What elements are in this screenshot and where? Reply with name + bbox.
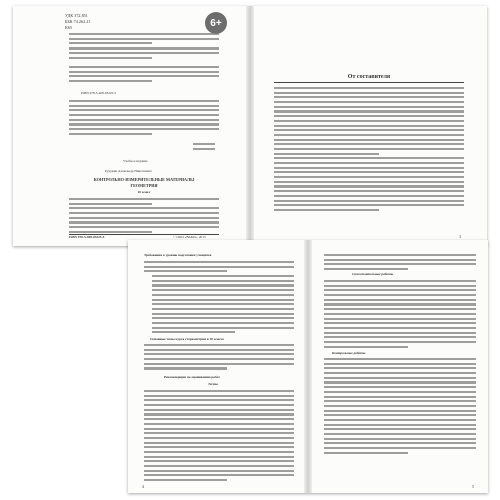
imprint-page	[13, 6, 250, 246]
copyright: © ООО «ВАКО», 2013	[173, 235, 206, 239]
grade-label: 10 класс	[137, 190, 151, 194]
tests-control-heading: Контрольные работы	[332, 351, 366, 355]
k-code: К65	[65, 25, 72, 30]
page-number-3: 3	[459, 234, 461, 239]
page-number-4: 4	[142, 484, 144, 489]
tests-heading: Тесты	[208, 382, 218, 386]
preface-heading: От составителя	[347, 74, 391, 80]
author-name: Рурукин Александр Николаевич	[105, 169, 152, 173]
self-work-heading: Самостоятельные работы	[352, 272, 394, 276]
page-5-text-2	[324, 280, 476, 350]
preface-text	[274, 87, 464, 214]
grading-text	[144, 390, 294, 484]
preface-page	[254, 6, 487, 246]
annotation-block	[69, 100, 219, 138]
page-5-text-1	[324, 254, 476, 273]
bottom-book-spread	[128, 240, 488, 493]
preface-heading-rule	[274, 82, 464, 83]
requirements-heading: Требования к уровню подготовки учащихся	[144, 253, 212, 257]
page-4	[128, 240, 306, 493]
publisher-block	[69, 198, 219, 236]
isbn-top: ISBN 978-5-408-03225-5	[81, 91, 117, 95]
book-title-line-2: ГЕОМЕТРИЯ	[130, 183, 158, 188]
top-gutter	[246, 6, 254, 246]
topics-text	[144, 344, 294, 372]
bbk-code: ББК 74.262.21	[65, 19, 91, 24]
page-5-text-3	[324, 358, 476, 456]
grading-heading: Рекомендации по оцениванию работ	[164, 375, 220, 379]
isbn-bottom: ISBN 978-5-408-03225-5	[69, 235, 105, 239]
page-number-5: 5	[472, 484, 474, 489]
requirements-text	[144, 261, 294, 336]
top-book-spread	[13, 6, 487, 246]
page-5	[312, 240, 488, 493]
imprint-text-block-1	[69, 33, 219, 62]
edition-label: Учебное издание	[123, 159, 148, 163]
topics-heading: Основные темы курса стереометрии в 10 классе	[150, 337, 224, 341]
classification-codes	[193, 143, 215, 152]
imprint-text-block-2	[69, 66, 219, 85]
book-title-line-1: КОНТРОЛЬНО-ИЗМЕРИТЕЛЬНЫЕ МАТЕРИАЛЫ	[93, 177, 195, 182]
age-rating-badge: 6+	[205, 12, 227, 34]
bottom-gutter	[304, 240, 312, 493]
udk-code: УДК 372.851	[65, 13, 88, 18]
